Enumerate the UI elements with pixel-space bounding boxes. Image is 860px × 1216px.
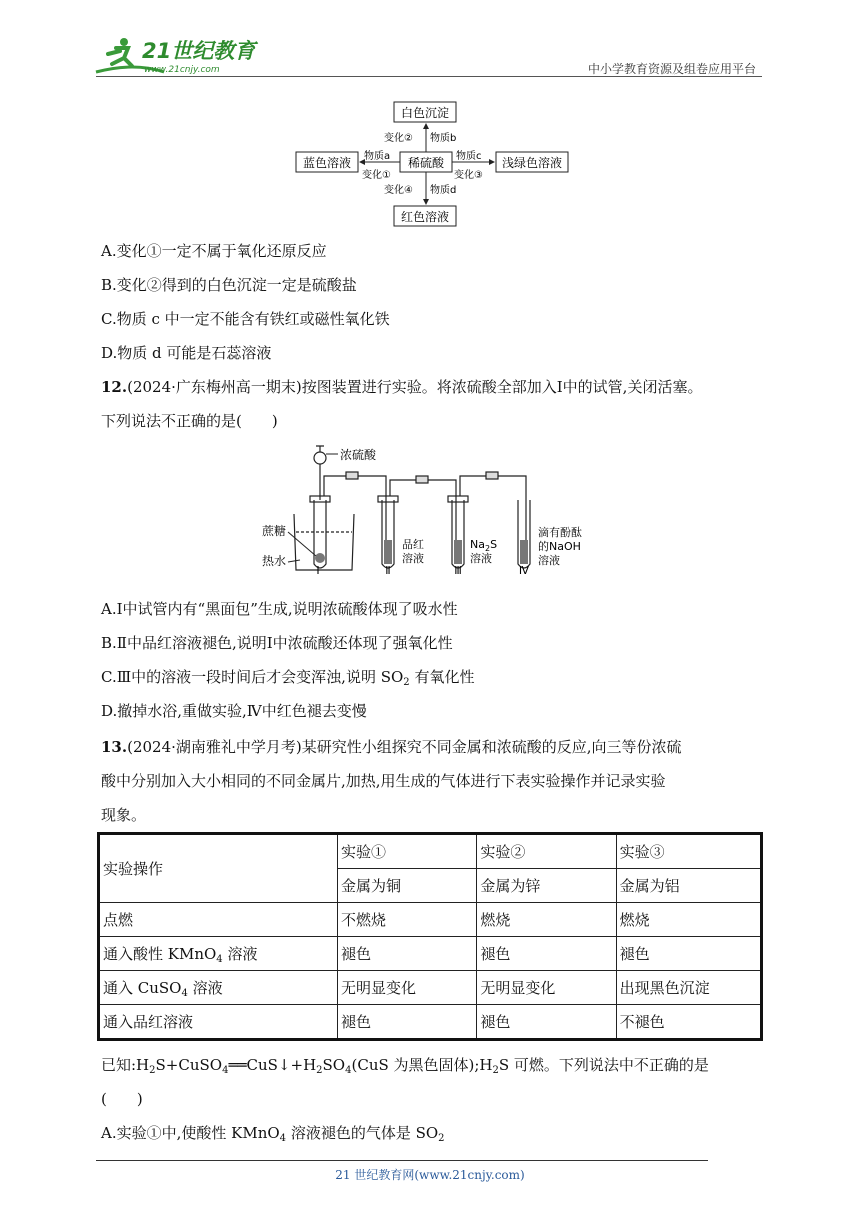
q12-stem-line2: 下列说法不正确的是( ) [101,412,278,430]
svg-text:Ⅳ: Ⅳ [518,564,530,577]
svg-text:溶液: 溶液 [538,554,560,567]
q13-option-a: A.实验①中,使酸性 KMnO$_4$ 溶液褪色的气体是 $SO_2$ [101,1124,445,1144]
q13-stem-line3: 现象。 [101,806,147,824]
footer-text: 21 世纪教育网(www.21cnjy.com) [335,1168,525,1182]
q13-stem-line1: 13.(2024·湖南雅礼中学月考)某研究性小组探究不同金属和浓硫酸的反应,向三等份浓硫 [101,738,682,756]
q13-stem-line2: 酸中分别加入大小相同的不同金属片,加热,用生成的气体进行下表实验操作并记录实验 [101,772,666,790]
box-bottom: 红色溶液 [400,210,450,224]
q13-paren: ( ) [101,1090,143,1108]
table-row: 点燃 不燃烧 燃烧 燃烧 [99,903,762,937]
q12-stem-line1: 12.(2024·广东梅州高一期末)按图装置进行实验。将浓硫酸全部加入Ⅰ中的试管,关闭活塞。 [101,378,703,396]
experiment-table [97,832,763,1041]
reaction-diagram [290,94,570,230]
svg-text:品红: 品红 [402,538,424,551]
table-row: 通入酸性 KMnO$_4$ 溶液 褪色 褪色 褪色 [99,937,762,971]
table-row: 实验操作 实验① 实验② 实验③ [99,834,762,869]
table-row: 通入品红溶液 褪色 褪色 不褪色 [99,1005,762,1040]
q11-option-b: B.变化②得到的白色沉淀一定是硫酸盐 [101,276,357,294]
header-divider [96,76,762,77]
footer-divider [96,1160,708,1161]
box-top: 白色沉淀 [400,106,450,120]
svg-text:浓硫酸: 浓硫酸 [340,448,377,462]
site-logo [94,34,264,78]
svg-text:滴有酚酞: 滴有酚酞 [538,526,582,539]
box-left: 蓝色溶液 [302,156,352,170]
svg-text:Na2S: $Na_2S$ [470,538,498,553]
box-center: 稀硫酸 [407,156,445,170]
header-operation: 实验操作 [99,834,338,903]
svg-text:物质c: 物质c [456,151,482,162]
table-row: 通入 CuSO$_4$ 溶液 无明显变化 无明显变化 出现黑色沉淀 [99,971,762,1005]
svg-text:Ⅲ: Ⅲ [454,564,462,577]
svg-text:热水: 热水 [262,554,287,568]
q12-option-a: A.Ⅰ中试管内有“黑面包”生成,说明浓硫酸体现了吸水性 [101,600,458,618]
header-platform: 中小学教育资源及组卷应用平台 [587,62,756,76]
q12-option-b: B.Ⅱ中品红溶液褪色,说明Ⅰ中浓硫酸还体现了强氧化性 [101,634,453,652]
box-right: 浅绿色溶液 [501,156,563,170]
svg-text:Ⅰ: Ⅰ [316,564,320,577]
svg-text:变化②: 变化② [384,133,413,144]
q13-known: 已知$:H_2S+CuSO_4══CuS↓+H_2SO_4(CuS$ 为黑色固体)$;H_2S$ 可燃。下列说法中不正确的是 [101,1056,709,1076]
svg-text:物质d: 物质d [430,185,457,196]
logo-url: www.21cnjy.com [144,65,220,75]
q12-option-d: D.撤掉水浴,重做实验,Ⅳ中红色褪去变慢 [101,702,367,720]
svg-text:Ⅱ: Ⅱ [385,564,391,577]
svg-text:变化③: 变化③ [454,170,483,181]
svg-text:物质b: 物质b [430,133,457,144]
apparatus-figure [250,440,582,577]
svg-text:溶液: 溶液 [470,552,492,565]
svg-text:物质a: 物质a [364,151,391,162]
svg-text:的NaOH: 的NaOH [538,540,581,553]
q11-option-d: D.物质 d 可能是石蕊溶液 [101,344,272,362]
logo-text: 21世纪教育 [142,39,256,63]
q11-option-a: A.变化①一定不属于氧化还原反应 [101,242,327,260]
svg-text:变化①: 变化① [362,170,391,181]
q12-option-c: C.Ⅲ中的溶液一段时间后才会变浑浊,说明 $SO_2$ 有氧化性 [101,668,475,688]
svg-text:溶液: 溶液 [402,552,424,565]
table-row: 金属为铜 金属为锌 金属为铝 [99,869,762,903]
svg-text:蔗糖: 蔗糖 [262,524,287,538]
svg-text:变化④: 变化④ [384,185,413,196]
q11-option-c: C.物质 c 中一定不能含有铁红或磁性氧化铁 [101,310,390,328]
